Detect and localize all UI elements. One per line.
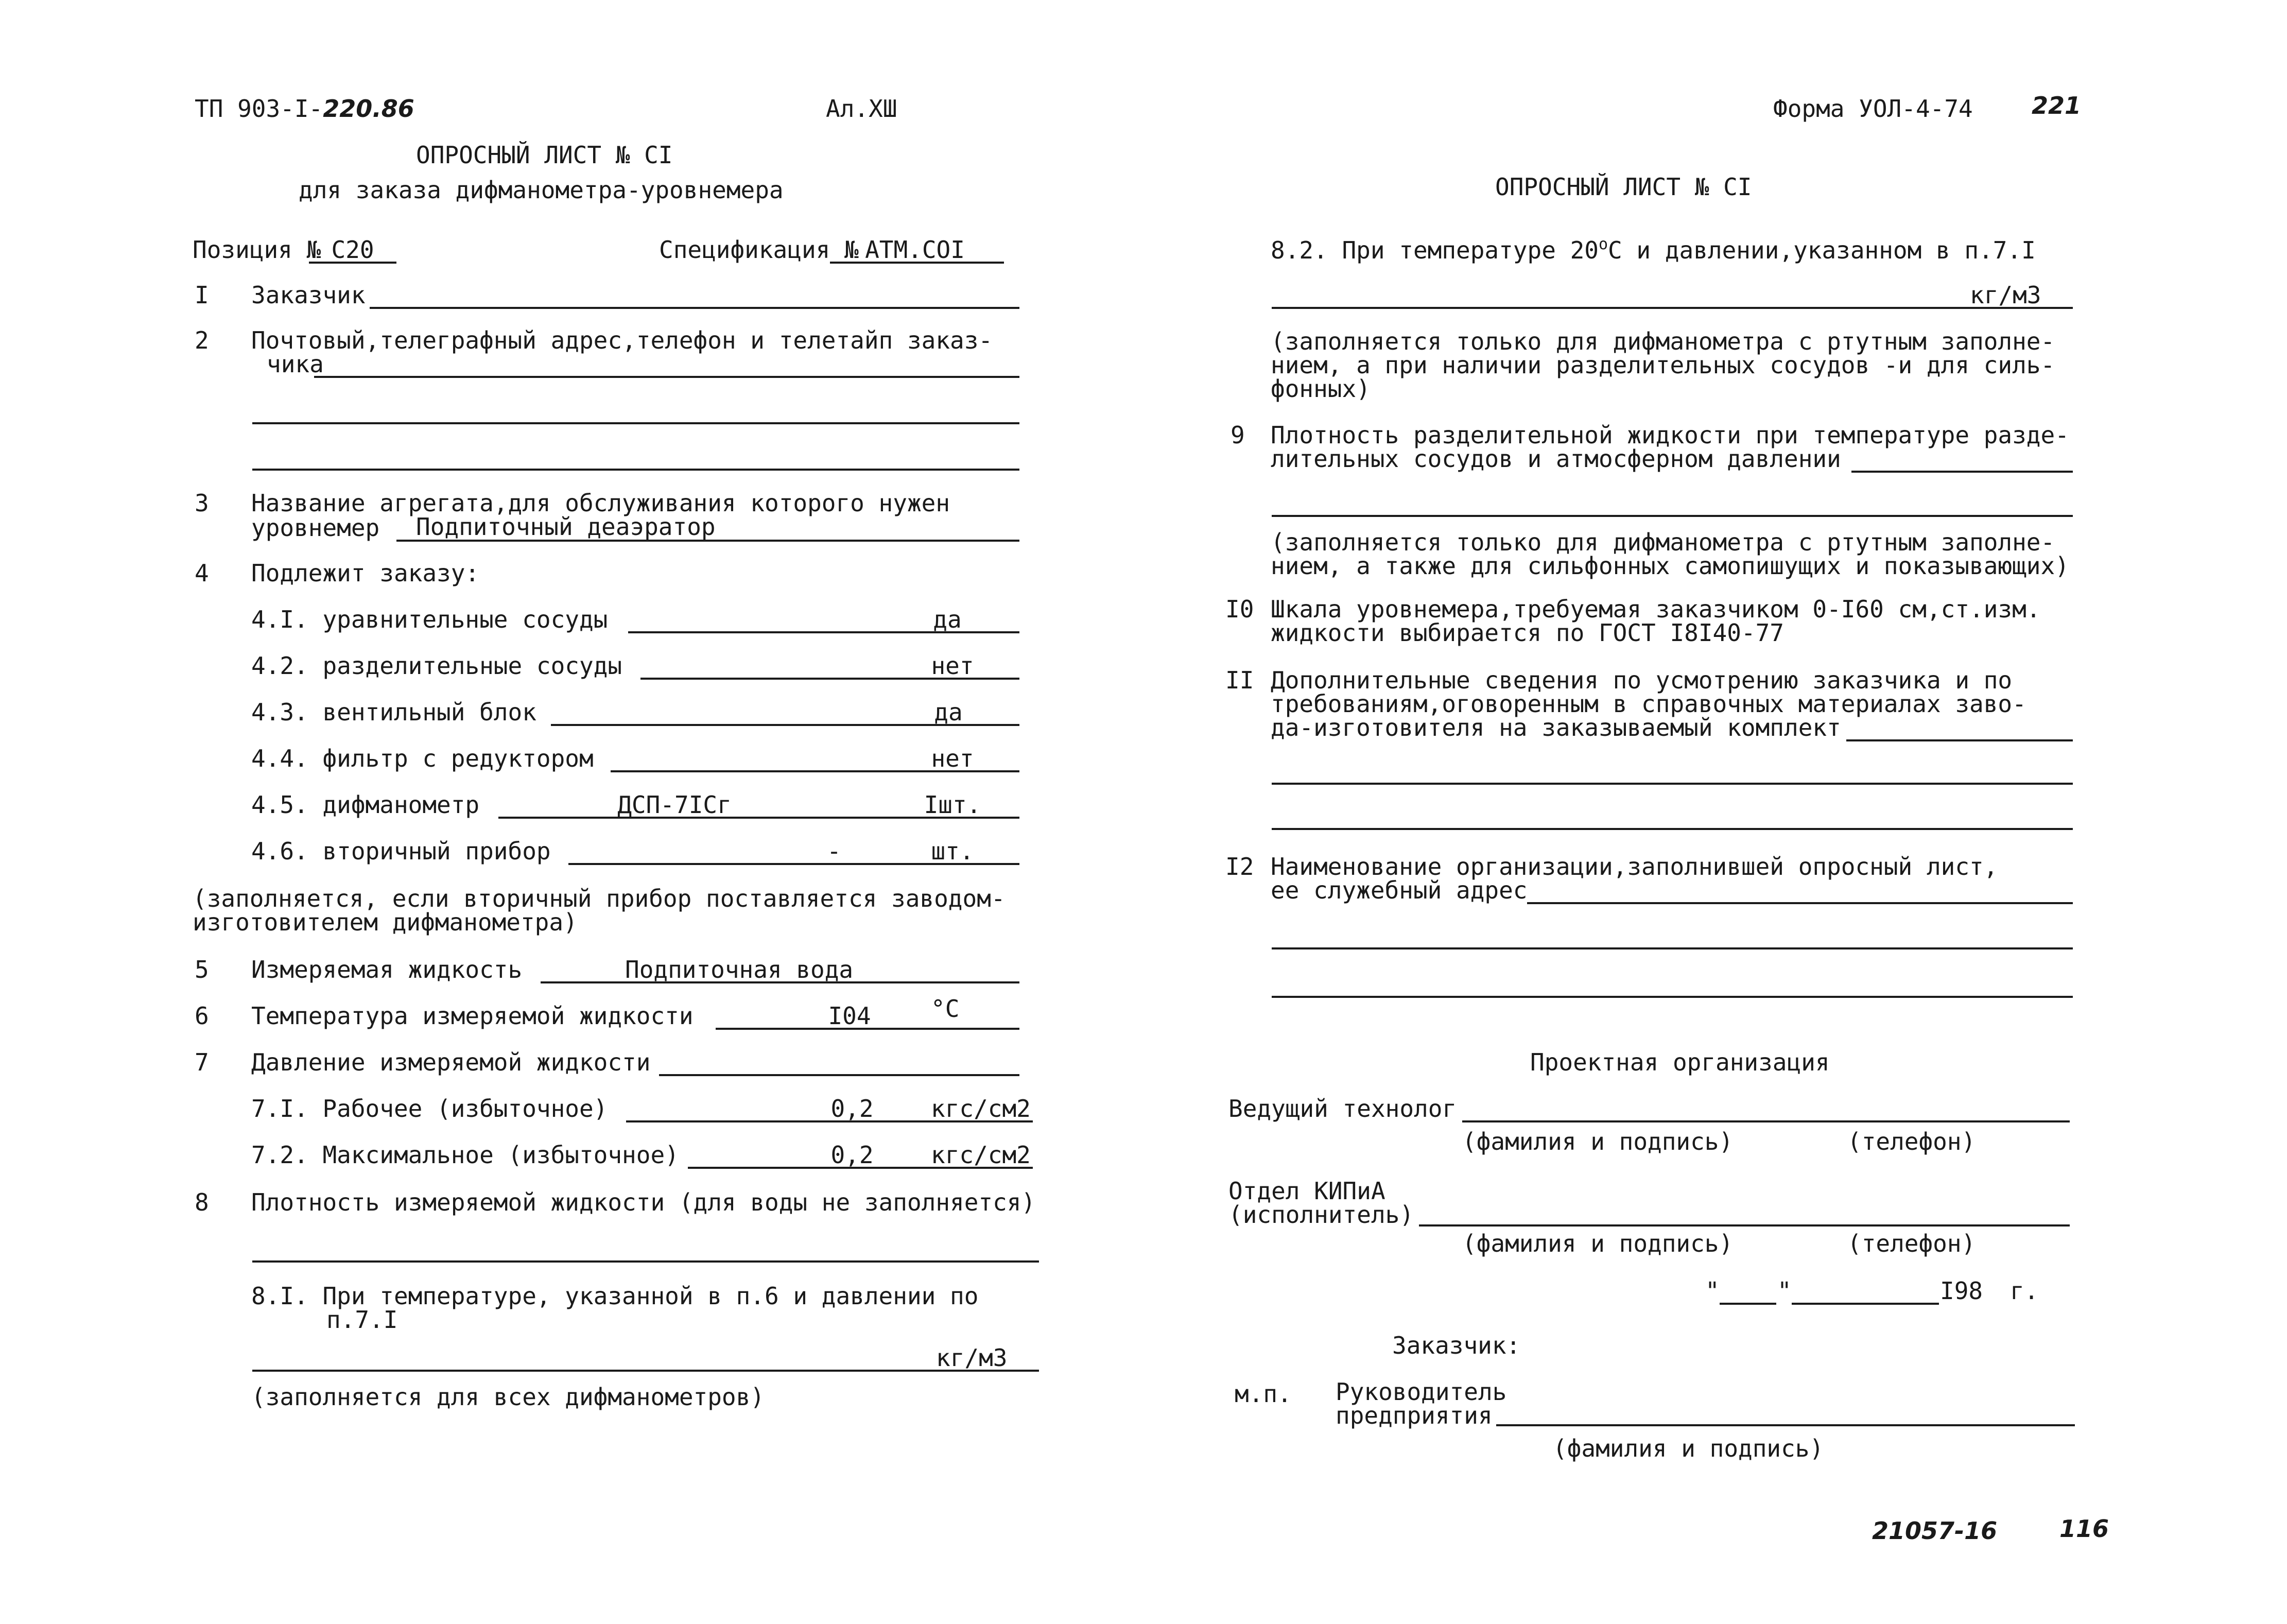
dept-label-2: (исполнитель) [1228, 1201, 1414, 1229]
sub-4-6-value: шт. [931, 837, 974, 865]
sub-4-1-line [628, 631, 1019, 633]
doc-code: ТП 903-I-220.86 [195, 95, 414, 123]
sub-4-5-line [498, 817, 1019, 819]
right-title: ОПРОСНЫЙ ЛИСТ № СI [1495, 173, 1752, 201]
item-2-line-2 [252, 422, 1019, 424]
item-8-1-unit: кг/м3 [936, 1344, 1008, 1372]
date-quote-close: " [1777, 1277, 1792, 1305]
sub-4-2-label: 4.2. разделительные сосуды [251, 652, 622, 680]
item-11-line-3 [1272, 828, 2073, 830]
item-3-number: 3 [195, 489, 209, 517]
sub-4-4-value: нет [931, 745, 974, 772]
item-7-1-line [626, 1120, 1033, 1122]
item-3-text-2: уровнемер [251, 514, 380, 542]
item-5-text: Измеряемая жидкость [251, 956, 523, 983]
sub-4-2-line [640, 678, 1019, 680]
item-8-1-note: (заполняется для всех дифманометров) [251, 1383, 765, 1411]
sub-4-4-line [611, 770, 1019, 772]
item-9-line-1 [1851, 471, 2073, 473]
item-11-line-2 [1272, 783, 2073, 785]
item-7-line [659, 1074, 1019, 1076]
item-2-line-3 [252, 469, 1019, 471]
item-8-1-line [252, 1370, 1039, 1372]
item-8-1-text-1: 8.I. При температуре, указанной в п.6 и давлении по [251, 1282, 979, 1310]
sub-4-6-model: - [827, 837, 841, 865]
item-1-number: I [195, 281, 209, 309]
item-7-1-unit: кгс/см2 [931, 1095, 1031, 1122]
item-8-2-unit: кг/м3 [1970, 281, 2041, 309]
sub-4-4-label: 4.4. фильтр с редуктором [251, 745, 594, 772]
sub-4-3-label: 4.3. вентильный блок [251, 698, 536, 726]
item-9-text-1: Плотность разделительной жидкости при температуре разде- [1271, 421, 2069, 449]
head-label-2: предприятия [1336, 1402, 1493, 1429]
item-2-text-1: Почтовый,телеграфный адрес,телефон и телетайп заказ- [251, 326, 993, 354]
item-12-line-1 [1527, 902, 2073, 904]
customer-label: Заказчик: [1392, 1332, 1521, 1359]
head-signature-line [1496, 1424, 2075, 1426]
item-11-number: II [1225, 666, 1254, 694]
item-11-line-1 [1846, 739, 2073, 741]
date-month-line [1792, 1303, 1939, 1305]
item-12-number: I2 [1225, 853, 1254, 880]
item-5-number: 5 [195, 956, 209, 983]
item-6-unit: °С [931, 995, 960, 1023]
dept-label-1: Отдел КИПиА [1228, 1177, 1385, 1205]
sub-4-5-model: ДСП-7IСг [617, 791, 732, 819]
left-title: ОПРОСНЫЙ ЛИСТ № СI [416, 141, 673, 169]
archive-number: 21057-16 [1872, 1517, 1998, 1545]
lead-phone-caption: (телефон) [1847, 1128, 1976, 1155]
sheet-label: Ал.XШ [826, 95, 897, 123]
item-8-2-note-1: (заполняется только для дифманометра с ртутным заполне- [1271, 327, 2055, 355]
left-subtitle: для заказа дифманометра-уровнемера [299, 176, 784, 204]
item-11-text-3: да-изготовителя на заказываемый комплект [1271, 714, 1841, 741]
head-signature-caption: (фамилия и подпись) [1553, 1435, 1824, 1462]
item-12-line-2 [1272, 947, 2073, 949]
stamp-place-label: м.п. [1235, 1380, 1292, 1408]
item-12-line-3 [1272, 996, 2073, 998]
position-label: Позиция № [193, 236, 321, 264]
item-8-2-line [1272, 307, 2073, 309]
lead-technologist-label: Ведущий технолог [1228, 1095, 1457, 1122]
item-3-text-1: Название агрегата,для обслуживания которого нужен [251, 489, 950, 517]
item-8-2-text: 8.2. При температуре $20^оС$ и давлении,указанном в п.7.I [1271, 235, 2036, 264]
dept-line [1419, 1224, 2070, 1226]
item-7-text: Давление измеряемой жидкости [251, 1048, 651, 1076]
item-5-value: Подпиточная вода [625, 956, 854, 983]
item-7-1-value: 0,2 [830, 1095, 874, 1122]
item-1-line [370, 307, 1019, 309]
item-10-number: I0 [1225, 595, 1254, 623]
item-3-line [396, 540, 1019, 542]
item-9-text-2: лительных сосудов и атмосферном давлении [1271, 445, 1841, 473]
head-label-1: Руководитель [1336, 1378, 1507, 1406]
lead-technologist-line [1462, 1120, 2070, 1122]
spec-underline [830, 262, 1004, 264]
item-9-number: 9 [1231, 421, 1245, 449]
item-7-1-text: 7.I. Рабочее (избыточное) [251, 1095, 608, 1122]
sub-4-1-label: 4.I. уравнительные сосуды [251, 606, 608, 633]
sub-4-5-value: Iшт. [924, 791, 981, 819]
spec-label: Спецификация № [659, 236, 859, 264]
item-3-value: Подпиточный деаэратор [416, 513, 716, 541]
dept-phone-caption: (телефон) [1847, 1230, 1976, 1257]
item-11-text-2: требованиям,оговоренным в справочных материалах заво- [1271, 690, 2026, 718]
sub-4-2-value: нет [931, 652, 974, 680]
item-6-value: I04 [828, 1002, 871, 1030]
position-underline [309, 262, 396, 264]
item-4-text: Подлежит заказу: [251, 559, 480, 587]
item-4-number: 4 [195, 559, 209, 587]
sheet-number: 116 [2059, 1515, 2109, 1543]
sub-4-6-line [568, 863, 1019, 865]
item-10-text-2: жидкости выбирается по ГОСТ I8I40-77 [1271, 619, 1784, 647]
item-9-note-1: (заполняется только для дифманометра с ртутным заполне- [1271, 528, 2055, 556]
item-7-2-text: 7.2. Максимальное (избыточное) [251, 1141, 679, 1169]
item-11-text-1: Дополнительные сведения по усмотрению заказчика и по [1271, 666, 2013, 694]
item-2-text-2: чика [267, 350, 324, 378]
item-12-text-1: Наименование организации,заполнившей опросный лист, [1271, 853, 1998, 880]
item-7-number: 7 [195, 1048, 209, 1076]
spec-value: АТМ.СОI [865, 236, 965, 264]
date-quote-open: " [1705, 1277, 1720, 1305]
doc-code-handwritten: 220.86 [323, 95, 414, 123]
item-6-line [716, 1028, 1019, 1030]
item-8-2-note-2: нием, а при наличии разделительных сосудов -и для силь- [1271, 351, 2055, 379]
sub-4-6-label: 4.6. вторичный прибор [251, 837, 551, 865]
page-number: 221 [2032, 92, 2082, 119]
item-2-number: 2 [195, 326, 209, 354]
item-8-line [252, 1260, 1039, 1263]
sub-4-3-line [551, 724, 1019, 726]
date-year: I98 [1940, 1277, 1983, 1305]
lead-signature-caption: (фамилия и подпись) [1462, 1128, 1734, 1155]
item-7-2-unit: кгс/см2 [931, 1141, 1031, 1169]
org-heading: Проектная организация [1530, 1048, 1830, 1076]
position-value: С20 [331, 236, 374, 264]
item-8-text: Плотность измеряемой жидкости (для воды не заполняется) [251, 1188, 1036, 1216]
form-label: Форма УОЛ-4-74 [1773, 95, 1973, 123]
date-g: г. [2010, 1277, 2039, 1305]
sub-4-3-value: да [934, 698, 963, 726]
item-2-line-1 [314, 376, 1019, 378]
item-5-line [541, 981, 1019, 983]
date-day-line [1720, 1303, 1776, 1305]
item-7-2-value: 0,2 [830, 1141, 874, 1169]
item-6-number: 6 [195, 1002, 209, 1030]
item-1-text: Заказчик [251, 281, 366, 309]
sub-4-5-label: 4.5. дифманометр [251, 791, 480, 819]
note-4-6-line-1: (заполняется, если вторичный прибор поставляется заводом- [193, 885, 1006, 912]
item-8-number: 8 [195, 1188, 209, 1216]
item-8-1-text-2: п.7.I [326, 1306, 398, 1334]
item-7-2-line [688, 1167, 1033, 1169]
item-12-text-2: ее служебный адрес [1271, 876, 1528, 904]
note-4-6-line-2: изготовителем дифманометра) [193, 908, 578, 936]
item-6-text: Температура измеряемой жидкости [251, 1002, 694, 1030]
item-9-line-2 [1272, 515, 2073, 517]
item-10-text-1: Шкала уровнемера,требуемая заказчиком 0-I60 см,ст.изм. [1271, 595, 2041, 623]
item-9-note-2: нием, а также для сильфонных самопишущих и показывающих) [1271, 552, 2069, 580]
dept-signature-caption: (фамилия и подпись) [1462, 1230, 1734, 1257]
sub-4-1-value: да [933, 606, 962, 633]
item-8-2-note-3: фонных) [1271, 375, 1371, 403]
